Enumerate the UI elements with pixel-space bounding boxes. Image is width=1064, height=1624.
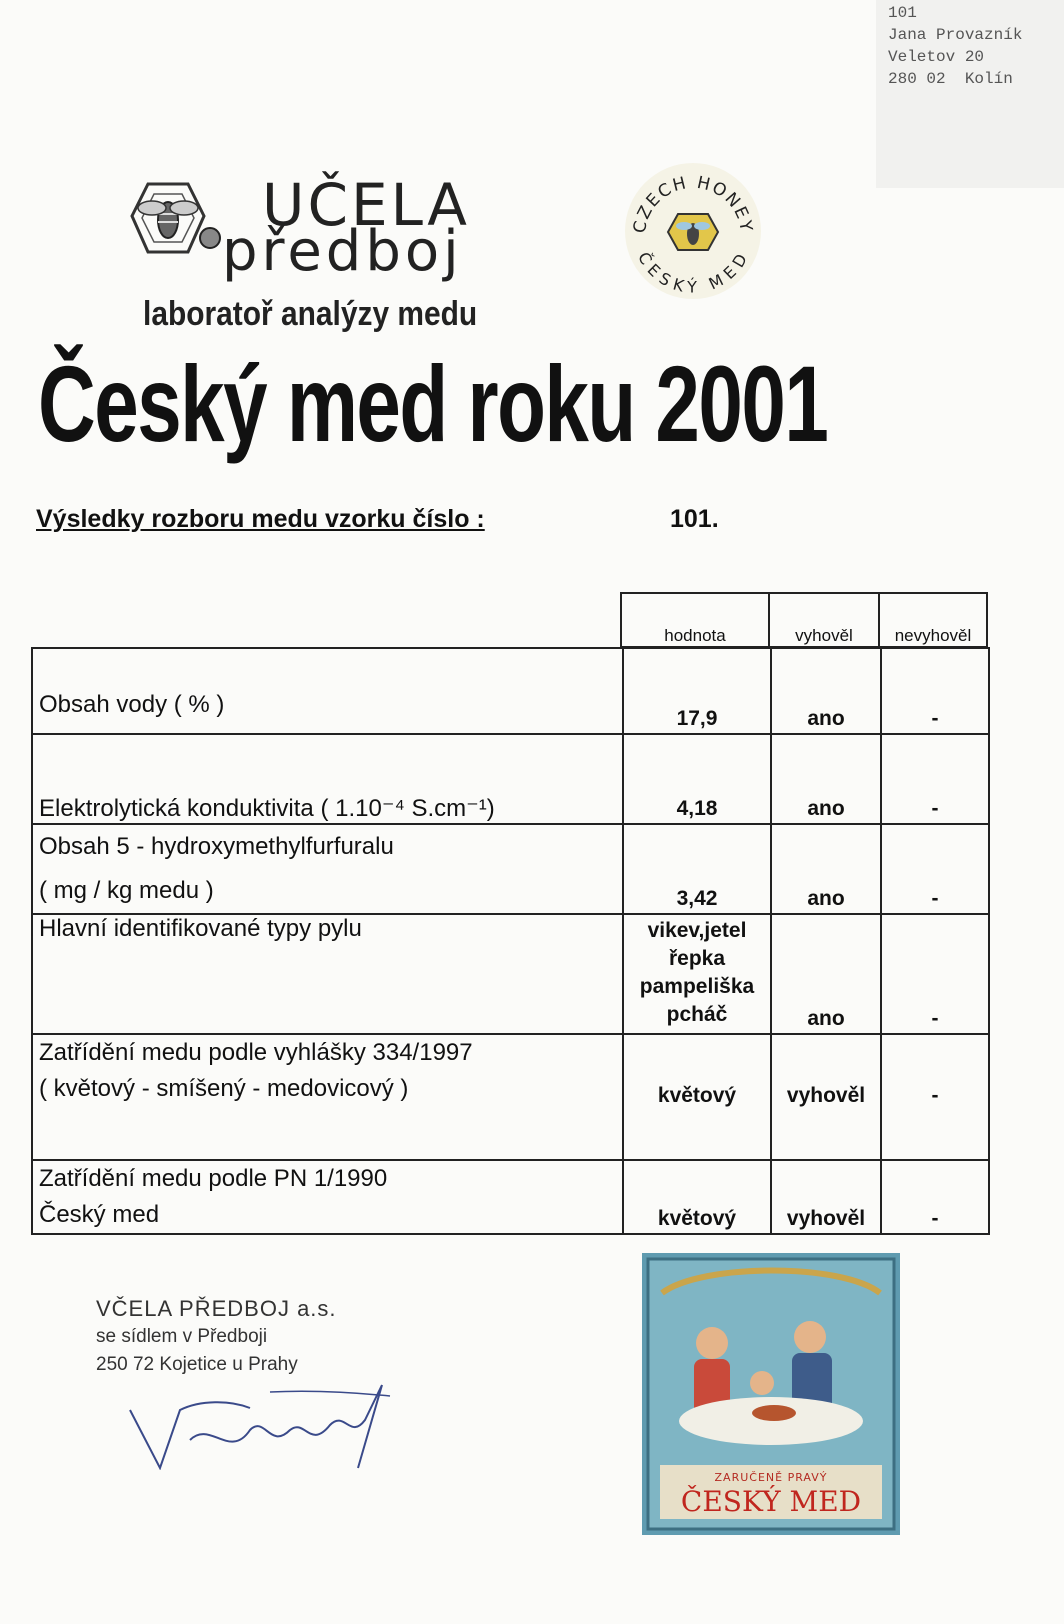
- row-fail: -: [881, 1160, 989, 1234]
- table-row: [32, 648, 989, 734]
- row-label: Hlavní identifikované typy pylu: [32, 914, 623, 1034]
- column-header-pass: vyhověl: [769, 593, 879, 647]
- row-label-unit: ( mg / kg medu ): [39, 877, 214, 904]
- pollen-type: pcháč: [666, 1003, 728, 1026]
- row-value: květový: [623, 1034, 771, 1160]
- table-row: [32, 734, 989, 824]
- honey-poster: [642, 1253, 900, 1535]
- page-title: Český med roku 2001: [38, 343, 828, 464]
- row-pass: ano: [771, 914, 881, 1034]
- table-row: [32, 1160, 989, 1234]
- row-label: Elektrolytická konduktivita ( 1.10⁻⁴ S.cm⁻¹): [32, 734, 623, 824]
- stamp-seat: se sídlem v Předboji: [96, 1326, 268, 1347]
- pollen-type: pampeliška: [639, 975, 755, 998]
- pollen-type: řepka: [668, 947, 726, 970]
- poster-big-text: ČESKÝ MED: [680, 1485, 862, 1518]
- row-value: květový: [623, 1160, 771, 1234]
- row-pass: ano: [771, 648, 881, 734]
- row-label: Zatřídění medu podle PN 1/1990: [39, 1165, 388, 1192]
- pollen-values: [623, 914, 771, 1034]
- pollen-type: vikev,jetel: [647, 919, 747, 942]
- row-pass: vyhověl: [771, 1160, 881, 1234]
- row-value: 4,18: [623, 734, 771, 824]
- logo-text-line1: UČELA: [262, 171, 470, 239]
- row-fail: -: [881, 648, 989, 734]
- row-label-note: Český med: [39, 1201, 160, 1228]
- row-label-cell: [32, 1160, 623, 1234]
- address-line: Jana Provazník: [888, 26, 1023, 44]
- column-header-value: hodnota: [621, 593, 769, 647]
- company-stamp: [96, 1295, 337, 1379]
- poster-small-text: ZARUČENĚ PRAVÝ: [714, 1471, 828, 1484]
- address-line: 101: [888, 4, 917, 22]
- stamp-address: 250 72 Kojetice u Prahy: [96, 1354, 298, 1375]
- row-label: Obsah vody ( % ): [32, 648, 623, 734]
- column-header-fail: nevyhověl: [879, 593, 987, 647]
- seal-top-text: CZECH HONEY: [629, 172, 757, 235]
- row-fail: -: [881, 824, 989, 914]
- row-fail: -: [881, 914, 989, 1034]
- logo-text-line2: předboj: [222, 219, 463, 284]
- row-fail: -: [881, 1034, 989, 1160]
- row-value: 17,9: [623, 648, 771, 734]
- address-line: 280 02 Kolín: [888, 70, 1013, 88]
- table-row: [32, 824, 989, 914]
- stamp-company: VČELA PŘEDBOJ a.s.: [96, 1296, 337, 1321]
- signature: [120, 1380, 400, 1470]
- row-label-cell: [32, 824, 623, 914]
- row-label: Zatřídění medu podle vyhlášky 334/1997: [39, 1039, 473, 1066]
- address-line: Veletov 20: [888, 48, 985, 66]
- bee-seal-icon: [620, 158, 766, 304]
- address-block: [876, 0, 1064, 188]
- row-pass: vyhověl: [771, 1034, 881, 1160]
- bee-honeycomb-icon: [128, 180, 224, 260]
- row-label-cell: [32, 1034, 623, 1160]
- results-heading: Výsledky rozboru medu vzorku číslo :: [36, 505, 485, 533]
- table-row: [32, 1034, 989, 1160]
- row-label-note: ( květový - smíšený - medovicový ): [39, 1075, 409, 1102]
- row-pass: ano: [771, 824, 881, 914]
- row-label: Obsah 5 - hydroxymethylfurfuralu: [39, 833, 394, 860]
- row-pass: ano: [771, 734, 881, 824]
- results-header: [620, 592, 988, 648]
- lab-subtitle: laboratoř analýzy medu: [143, 295, 478, 333]
- row-value: 3,42: [623, 824, 771, 914]
- row-fail: -: [881, 734, 989, 824]
- sample-number: 101.: [670, 505, 719, 533]
- results-table: [31, 647, 990, 1235]
- table-row: [32, 914, 989, 1034]
- seal-bottom-text: ČESKÝ MED: [633, 248, 752, 297]
